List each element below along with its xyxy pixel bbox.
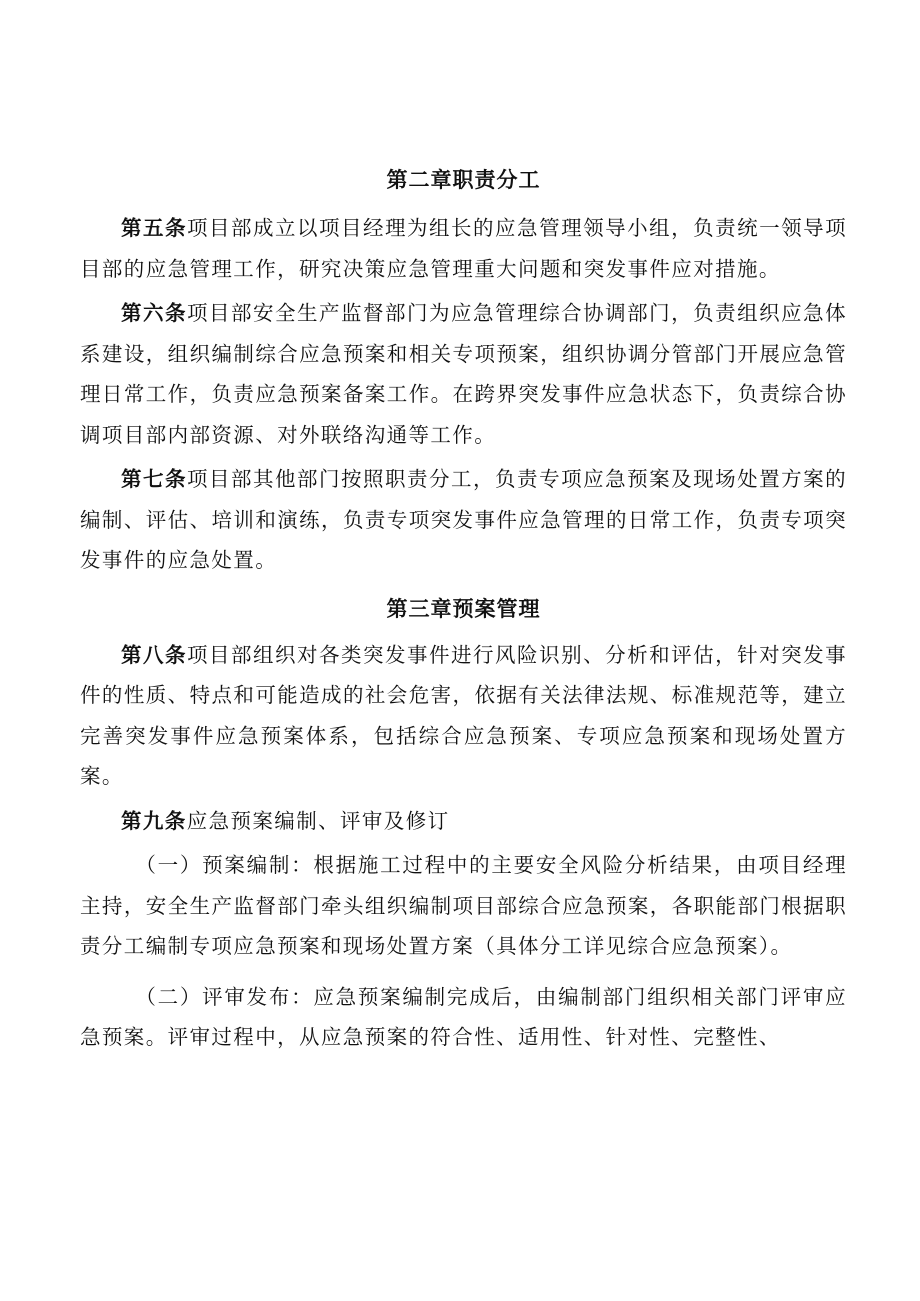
article-9-item-2: （二）评审发布：应急预案编制完成后，由编制部门组织相关部门评审应急预案。评审过程中，从应急预案的符合性、适用性、针对性、完整性、 (80, 984, 847, 1049)
chapter-3-title: 第三章预案管理 (386, 595, 541, 621)
article-6 (80, 293, 847, 455)
article-8-text: 项目部组织对各类突发事件进行风险识别、分析和评估，针对突发事件的性质、特点和可能造成的社会危害，依据有关法律法规、标准规范等，建立完善突发事件应急预案体系，包括综合应急预案、专项应急预案和现场处置方案。 (80, 642, 848, 788)
chapter-2-title: 第二章职责分工 (386, 167, 541, 192)
article-7 (80, 459, 847, 581)
article-9 (80, 801, 847, 842)
article-6-label: 第六条 (121, 301, 188, 325)
article-7-text: 项目部其他部门按照职责分工，负责专项应急预案及现场处置方案的编制、评估、培训和演练，负责专项突发事件应急管理的日常工作，负责专项突发事件的应急处置。 (80, 467, 848, 572)
article-7-label: 第七条 (121, 467, 188, 491)
article-5 (80, 208, 847, 289)
article-9-item-1: （一）预案编制：根据施工过程中的主要安全风险分析结果，由项目经理主持，安全生产监督部门牵头组织编制项目部综合应急预案，各职能部门根据职责分工编制专项应急预案和现场处置方案（具体分工详见综合应急预案）。 (80, 853, 847, 958)
document-body (80, 160, 847, 1062)
article-9-label: 第九条 (121, 808, 187, 833)
article-9-text: 应急预案编制、评审及修订 (186, 808, 450, 833)
article-5-label: 第五条 (121, 216, 188, 240)
article-8-label: 第八条 (121, 642, 188, 667)
article-6-text: 项目部安全生产监督部门为应急管理综合协调部门，负责组织应急体系建设，组织编制综合应急预案和相关专项预案，组织协调分管部门开展应急管理日常工作，负责应急预案备案工作。在跨界突发事件应急状态下，负责综合协调项目部内部资源、对外联络沟通等工作。 (80, 301, 848, 447)
article-5-text: 项目部成立以项目经理为组长的应急管理领导小组，负责统一领导项目部的应急管理工作，研究决策应急管理重大问题和突发事件应对措施。 (80, 216, 848, 281)
article-8 (80, 635, 847, 797)
